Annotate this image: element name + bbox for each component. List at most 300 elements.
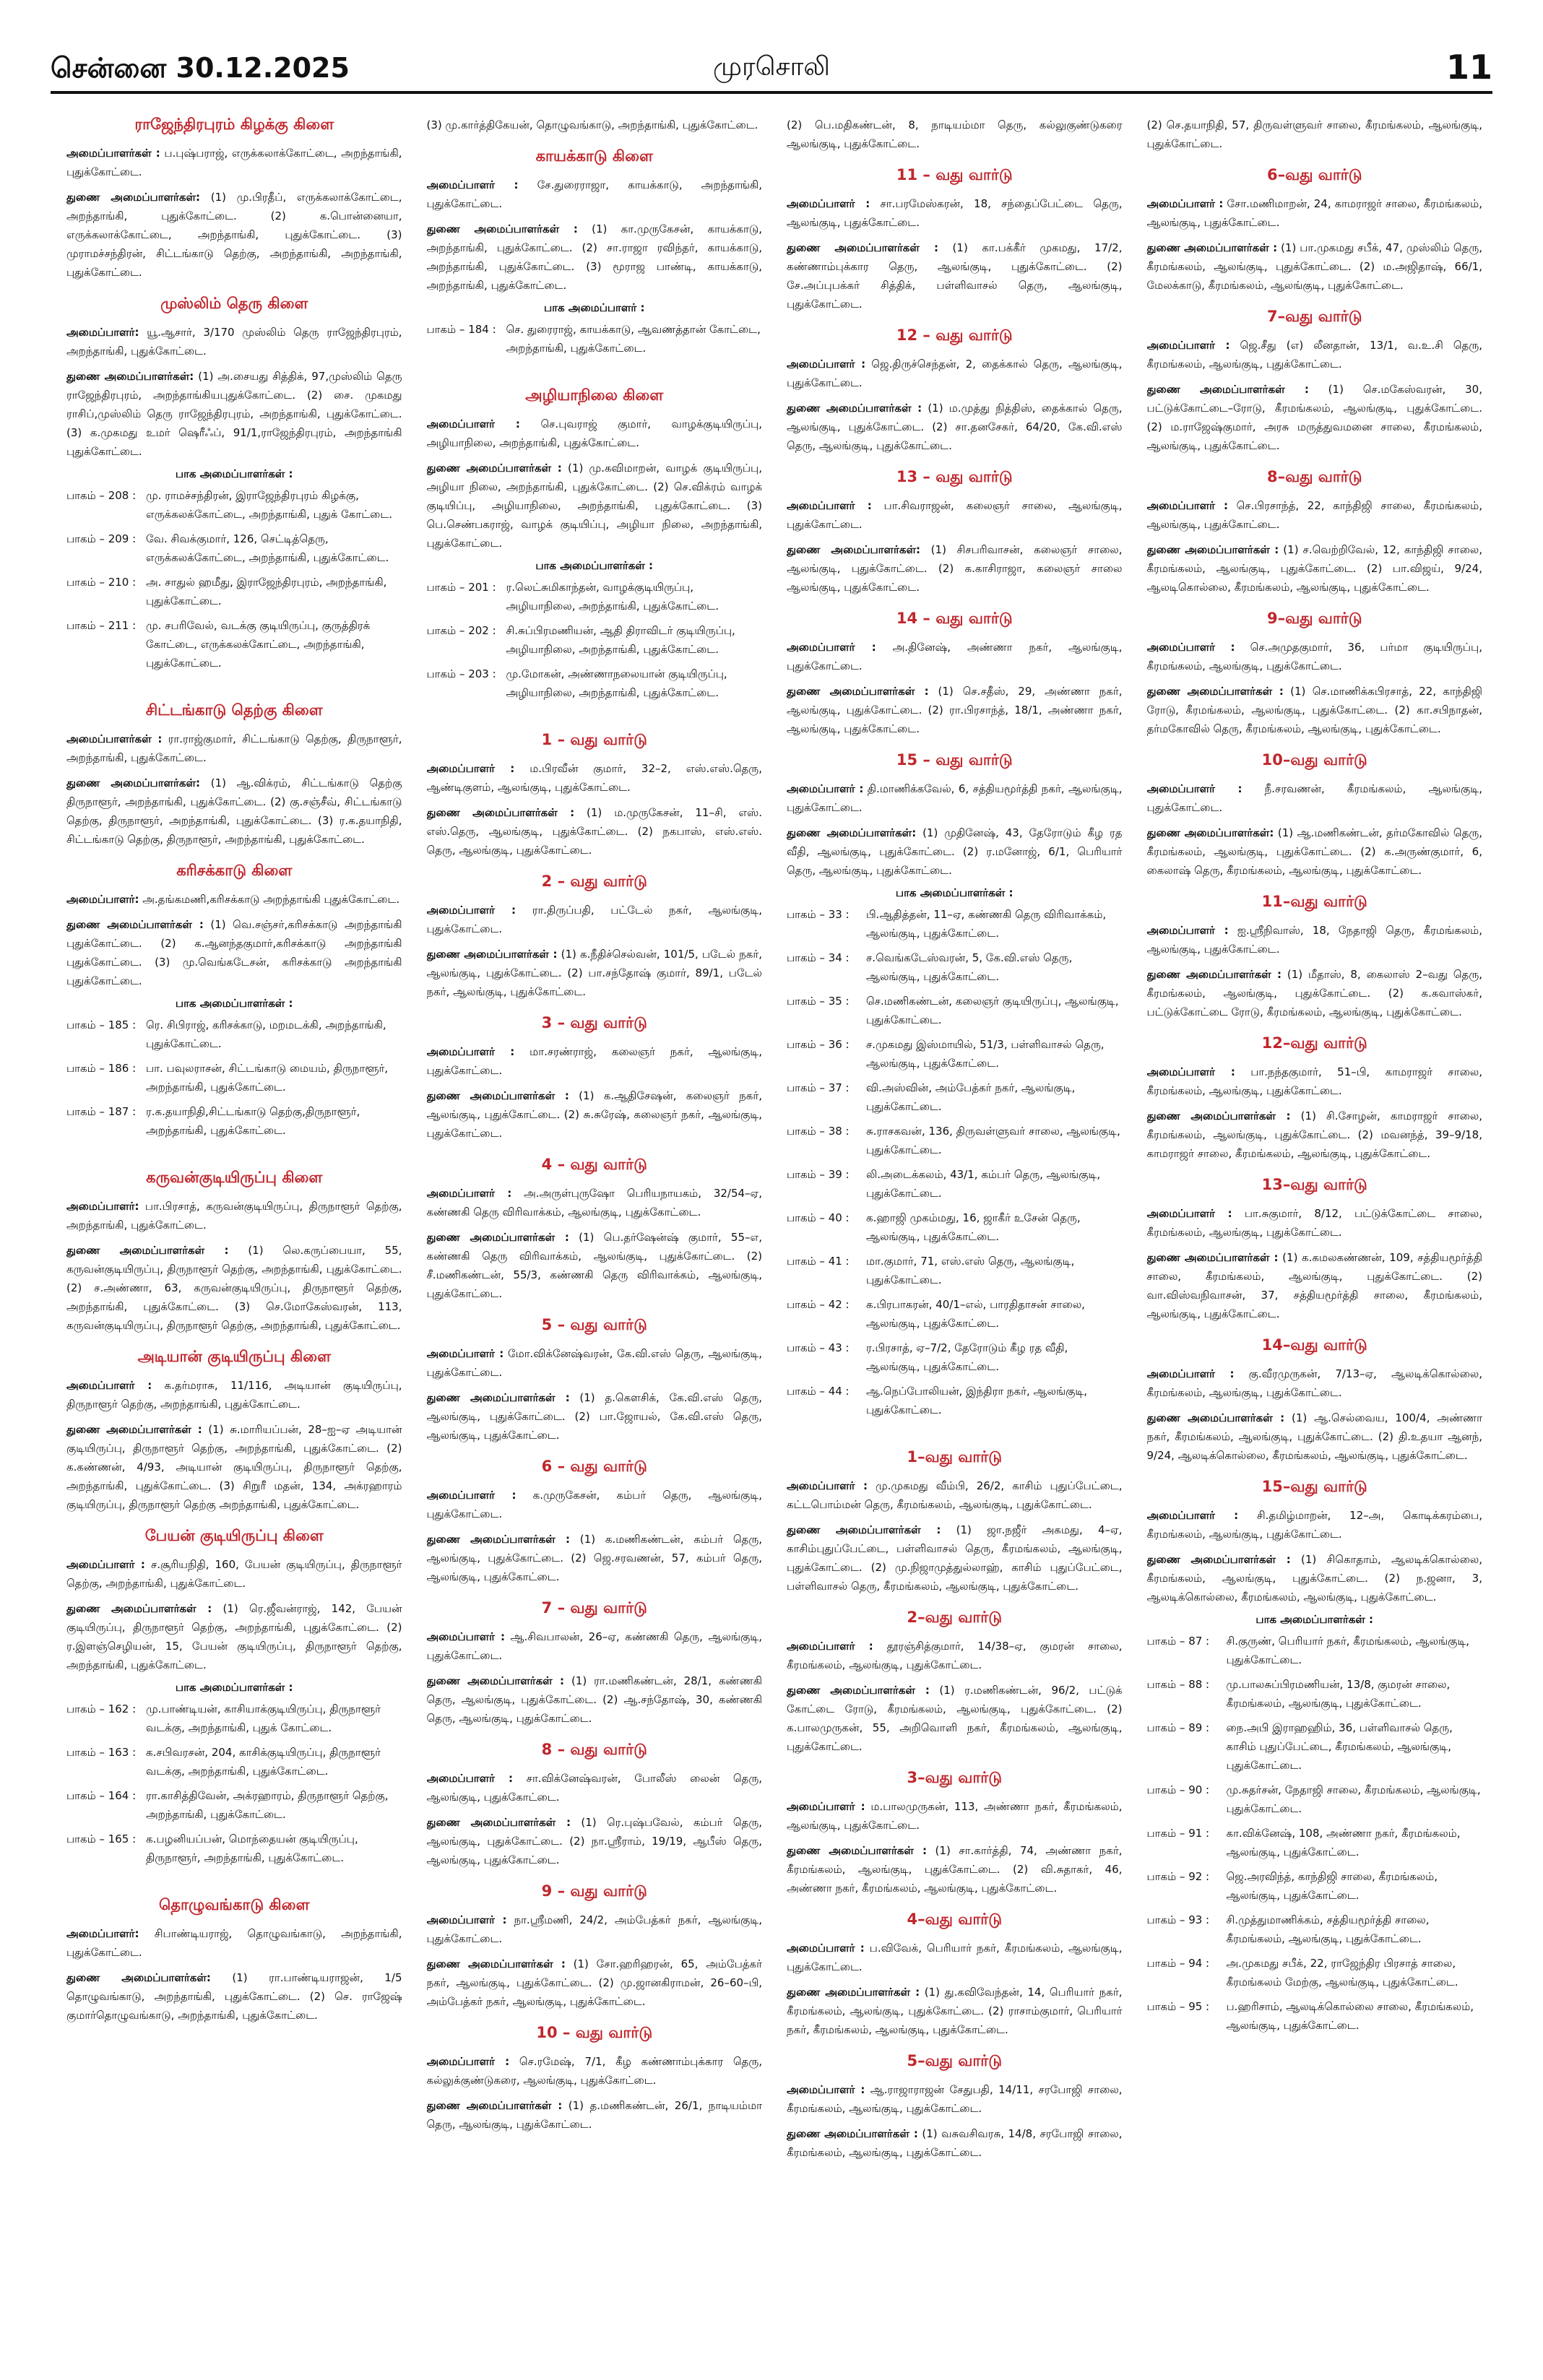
office-bearer-entry	[787, 399, 1123, 455]
booth-number: பாகம் – 87 :	[1146, 1635, 1210, 1648]
booth-number: பாகம் – 88 :	[1146, 1678, 1210, 1691]
branch-section	[66, 295, 402, 672]
entry-text: (1) ர.மணிகண்டன், 96/2, பட்டுக் கோட்டை ரோடு, கீரமங்கலம், ஆலங்குடி, புதுக்கோட்டை. (2) க.பாலமுருகன், 55, அறிவொளி நகர், கீரமங்கலம், ஆலங்குடி, புதுக்கோட்டை.	[787, 1684, 1123, 1753]
section-title: 8 – வது வார்டு	[541, 1741, 647, 1758]
role-label: துணை அமைப்பாளர்கள் :	[66, 1423, 202, 1436]
role-label: துணை அமைப்பாளர்கள் :	[1146, 1553, 1291, 1566]
entry-text: (1) க.ஆதிசேஷன், கலைஞர் நகர், ஆலங்குடி, புதுக்கோட்டை. (2) சு.சுரேஷ், கலைஞர் நகர், ஆலங்குடி, புதுக்கோட்டை.	[426, 1089, 762, 1140]
section-title: 11 – வது வார்டு	[896, 166, 1013, 183]
office-bearer-entry	[787, 496, 1123, 534]
entry-text: (1) ம.முத்து நித்திஸ், தைக்கால் தெரு, ஆலங்குடி, புதுக்கோட்டை. (2) சா.தனசேகர், 64/20, கே.வி.எஸ் தெரு, ஆலங்குடி, புதுக்கோட்டை.	[787, 402, 1123, 452]
entry-text: மா.சரண்ராஜ், கலைஞர் நகர், ஆலங்குடி, புதுக்கோட்டை.	[426, 1045, 762, 1077]
role-label: அமைப்பாளர்:	[66, 1927, 139, 1940]
branch-section	[1147, 1336, 1483, 1465]
entry-text: (1) ஆ.மணிகண்டன், தர்மகோவில் தெரு, கீரமங்கலம், ஆலங்குடி, புதுக்கோட்டை. (2) க.அருண்குமார், 6, கைலாஷ் தெரு, கீரமங்கலம், ஆலங்குடி, புதுக்கோட்டை.	[1146, 826, 1482, 877]
branch-section	[787, 116, 1123, 153]
booth-holder: செ.மணிகண்டன், கலைஞர் குடியிருப்பு, ஆலங்குடி, புதுக்கோட்டை.	[866, 995, 1119, 1026]
booth-entry	[66, 529, 402, 567]
booth-number: பாகம் – 185 :	[66, 1018, 137, 1031]
booth-number: பாகம் – 33 :	[787, 908, 850, 921]
office-bearer-entry	[66, 188, 402, 282]
booth-holder: அ.முகமது சபீக், 22, ராஜேந்திர பிரசாத் சாலை, கீரமங்கலம் மேற்கு, ஆலங்குடி, புதுக்கோட்டை.	[1226, 1957, 1458, 1989]
office-bearer-entry	[1147, 1408, 1483, 1465]
branch-section	[1147, 116, 1483, 153]
role-label: அமைப்பாளர்கள் :	[66, 147, 160, 160]
section-title: கரிசக்காடு கிளை	[176, 862, 293, 879]
section-title: 14 – வது வார்டு	[896, 610, 1013, 627]
office-bearer-entry	[787, 1681, 1123, 1756]
booth-holder: ப.ஹரிசாம், ஆலடிக்கொல்லை சாலை, கீரமங்கலம், ஆலங்குடி, புதுக்கோட்டை.	[1226, 2000, 1474, 2032]
entry-text: ரா.திருப்பதி, பட்டேல் நகர், ஆலங்குடி, புதுக்கோட்டை.	[426, 904, 762, 935]
office-bearer-entry	[787, 1841, 1123, 1897]
entry-text: (1) சோ.ஹரிஹரன், 65, அம்பேத்கர் நகர், ஆலங்குடி, புதுக்கோட்டை. (2) மு.ஜானகிராமன், 26–60–பி, அம்பேத்கர் நகர், ஆலங்குடி, புதுக்கோட்டை.	[426, 1957, 762, 2008]
section-title: கருவன்குடியிருப்பு கிளை	[146, 1169, 323, 1186]
section-title: பேயன் குடியிருப்பு கிளை	[144, 1527, 324, 1544]
booth-entry	[427, 621, 763, 659]
booth-number: பாகம் – 165 :	[66, 1832, 137, 1845]
entry-text: அ.தினேஷ், அண்ணா நகர், ஆலங்குடி, புதுக்கோட்டை.	[787, 641, 1123, 672]
booth-entry	[787, 905, 1123, 943]
booth-number: பாகம் – 92 :	[1146, 1870, 1210, 1883]
column-1	[66, 116, 402, 2355]
role-label: துணை அமைப்பாளர்கள்:	[66, 1971, 211, 1984]
entry-text: (1) து.கவிவேந்தன், 14, பெரியார் நகர், கீரமங்கலம், ஆலங்குடி, புதுக்கோட்டை. (2) ராசாம்குமார், பெரியார் நகர், கீரமங்கலம், ஆலங்குடி, புதுக்கோட்டை.	[787, 1986, 1123, 2036]
booth-entry	[1147, 1867, 1483, 1905]
section-title: முஸ்லிம் தெரு கிளை	[160, 295, 308, 312]
role-label: அமைப்பாளர் :	[426, 417, 520, 430]
branch-section	[1147, 308, 1483, 455]
entry-text: (2) பெ.மதிகண்டன், 8, நாடியம்மா தெரு, கல்லுகுண்டுகரை ஆலங்குடி, புதுக்கோட்டை.	[787, 118, 1123, 150]
role-label: துணை அமைப்பாளர்கள் :	[1146, 383, 1309, 396]
role-label: அமைப்பாளர் :	[426, 178, 519, 191]
entry-text: ஜெ.சீது (எ) லீனதான், 13/1, வ.உ.சி தெரு, கீரமங்கலம், ஆலங்குடி, புதுக்கோட்டை.	[1146, 339, 1482, 371]
office-bearer-entry	[427, 803, 763, 860]
role-label: துணை அமைப்பாளர்கள் :	[1146, 685, 1284, 698]
role-label: துணை அமைப்பாளர்கள் :	[426, 222, 578, 235]
entry-text: மு.முகமது வீம்பி, 26/2, காசிம் புதுப்பேட்டை, கட்டபொம்மன் தெரு, கீரமங்கலம், ஆலங்குடி, புதுக்கோட்டை.	[787, 1479, 1123, 1511]
section-title: 15 – வது வார்டு	[896, 751, 1013, 769]
booth-entry	[1147, 1824, 1483, 1861]
office-bearer-entry	[787, 1476, 1123, 1514]
entry-text: (1) சி.சோழன், காமராஜர் சாலை, கீரமங்கலம், ஆலங்குடி, புதுக்கோட்டை. (2) மவனந்த், 39–9/18, காமராஜர் சாலை, கீரமங்கலம், ஆலங்குடி, புதுக்கோட்டை.	[1146, 1109, 1482, 1160]
role-label: அமைப்பாளர் :	[426, 1772, 514, 1785]
role-label: துணை அமைப்பாளர்கள் :	[66, 918, 204, 931]
booth-holder: பா. பவுலராசன், சிட்டங்காடு மையம், திருநாளூர், அறந்தாங்கி, புதுக்கோட்டை.	[146, 1062, 389, 1094]
subsection-heading: பாக அமைப்பாளர்கள் :	[535, 559, 654, 572]
role-label: துணை அமைப்பாளர்கள் :	[66, 1602, 212, 1615]
booth-entry	[787, 1035, 1123, 1073]
entry-text: (1) செ.சதீஸ், 29, அண்ணா நகர், ஆலங்குடி, புதுக்கோட்டை. (2) ரா.பிரசாந்த், 18/1, அண்ணா நகர், ஆலங்குடி, புதுக்கோட்டை.	[787, 685, 1123, 735]
branch-section	[427, 1882, 763, 2011]
office-bearer-entry	[1147, 496, 1483, 534]
booth-number: பாகம் – 35 :	[787, 995, 850, 1008]
office-bearer-entry	[787, 1520, 1123, 1596]
branch-section	[427, 1316, 763, 1445]
role-label: அமைப்பாளர் :	[787, 499, 872, 512]
entry-text: ம.பிரவீன் குமார், 32–2, எஸ்.எஸ்.தெரு, ஆண்டிகுளம், ஆலங்குடி, புதுக்கோட்டை.	[426, 762, 762, 794]
branch-section	[66, 116, 402, 282]
booth-entry	[787, 1338, 1123, 1376]
section-title: 14–வது வார்டு	[1261, 1336, 1367, 1354]
role-label: அமைப்பாளர் :	[1146, 1065, 1235, 1078]
role-label: துணை அமைப்பாளர்கள்:	[787, 543, 921, 556]
booth-entry	[787, 1078, 1123, 1116]
subsection-heading: பாக அமைப்பாளர்கள் :	[175, 1681, 293, 1694]
entry-text: (1) மீதாஸ், 8, கைலாஸ் 2–வது தெரு, கீரமங்கலம், ஆலங்குடி, புதுக்கோட்டை. (2) க.கவாஸ்கர், பட்டுக்கோட்டை ரோடு, கீரமங்கலம், ஆலங்குடி, புதுக்கோட்டை.	[1146, 968, 1482, 1018]
booth-entry	[427, 320, 763, 358]
office-bearer-entry	[787, 1939, 1123, 1976]
role-label: துணை அமைப்பாளர்கள்:	[787, 826, 917, 839]
booth-holder: மு. சபரிவேல், வடக்கு குடியிருப்பு, குருத்திரக் கோட்டை, எருக்கலக்கோட்டை, அறந்தாங்கி, புதுக்கோட்டை.	[146, 619, 371, 670]
entry-text: க.தர்மராசு, 11/116, அடியான் குடியிருப்பு, திருநாளூர் தெற்கு, அறந்தாங்கி, புதுக்கோட்டை.	[66, 1379, 402, 1411]
entry-text: சே.துரைராஜா, காயக்காடு, அறந்தாங்கி, புதுக்கோட்டை.	[426, 178, 762, 210]
entry-text: (1) லெ.கருப்பையா, 55, கருவன்குடியிருப்பு, திருநாளூர் தெற்கு, அறந்தாங்கி, புதுக்கோட்டை. (2) ச.அண்ணா, 63, கருவன்குடியிருப்பு, திருநாளூர் தெற்கு, அறந்தாங்கி, புதுக்கோட்டை. (3) செ.மோகேஸ்வரன், 113, கருவன்குடியிருப்பு, திருநாளூர் தெற்கு, அறந்தாங்கி, புதுக்கோட்டை.	[66, 1244, 402, 1332]
role-label: துணை அமைப்பாளர்கள் :	[1146, 968, 1281, 981]
branch-section	[787, 2052, 1123, 2162]
column-4	[1147, 116, 1483, 2355]
booth-holder: க.பழனியப்பன், மொந்தையன் குடியிருப்பு, திருநாளூர், அறந்தாங்கி, புதுக்கோட்டை.	[146, 1832, 358, 1864]
office-bearer-entry	[427, 1344, 763, 1382]
section-title: 10–வது வார்டு	[1261, 751, 1367, 769]
column-2	[427, 116, 763, 2355]
newspaper-title: முரசொலி	[713, 52, 830, 82]
branch-section	[1147, 610, 1483, 738]
section-title: 9–வது வார்டு	[1266, 610, 1362, 627]
role-label: துணை அமைப்பாளர்கள் :	[426, 1957, 566, 1970]
entry-text: (1) கா.முருகேசன், காயக்காடு, அறந்தாங்கி, புதுக்கோட்டை. (2) சா.ராஜா ரவிந்தர், காயக்காடு, அறந்தாங்கி, புதுக்கோட்டை. (3) மூராஜ பாண்டி, காயக்காடு, அறந்தாங்கி, புதுக்கோட்டை.	[426, 222, 762, 292]
role-label: துணை அமைப்பாளர்கள்:	[66, 370, 194, 383]
booth-number: பாகம் – 34 :	[787, 951, 850, 964]
booth-number: பாகம் – 209 :	[66, 532, 137, 545]
booth-holder: அ. சாதுல் ஹமீது, இராஜேந்திரபுரம், அறந்தாங்கி, புதுக்கோட்டை.	[146, 576, 387, 607]
office-bearer-entry	[1147, 823, 1483, 880]
entry-text: பா.சுகுமார், 8/12, பட்டுக்கோட்டை சாலை, கீரமங்கலம், ஆலங்குடி, புதுக்கோட்டை.	[1146, 1207, 1482, 1239]
booth-holder: சி.சுப்பிரமணியன், ஆதி திராவிடர் குடியிருப்பு, அழியாநிலை, அறந்தாங்கி, புதுக்கோட்டை.	[506, 624, 735, 656]
office-bearer-entry	[66, 1924, 402, 1962]
entry-text: (1) க.நீதிச்செல்வன், 101/5, படேல் நகர், ஆலங்குடி, புதுக்கோட்டை. (2) பா.சந்தோஷ் குமார், 89/1, படேல் நகர், ஆலங்குடி, புதுக்கோட்டை.	[426, 948, 762, 998]
section-title: 11–வது வார்டு	[1261, 893, 1367, 910]
booth-number: பாகம் – 42 :	[787, 1298, 850, 1311]
branch-section	[1147, 468, 1483, 597]
booth-entry	[1147, 1632, 1483, 1669]
booth-number: பாகம் – 36 :	[787, 1038, 850, 1051]
section-title: 9 – வது வார்டு	[541, 1882, 647, 1900]
role-label: அமைப்பாளர் :	[787, 197, 870, 210]
role-label: அமைப்பாளர் :	[1146, 1367, 1235, 1380]
entry-text: (1) க.மணிகண்டன், கம்பர் தெரு, ஆலங்குடி, புதுக்கோட்டை. (2) ஜெ.சரவணன், 57, கம்பர் தெரு, ஆலங்குடி, புதுக்கோட்டை.	[426, 1533, 762, 1583]
office-bearer-entry	[787, 823, 1123, 880]
office-bearer-entry	[1147, 1506, 1483, 1544]
role-label: அமைப்பாளர் :	[787, 641, 876, 654]
section-title: 4 – வது வார்டு	[541, 1156, 647, 1173]
role-label: துணை அமைப்பாளர்கள் :	[787, 1523, 941, 1536]
branch-section	[66, 1169, 402, 1335]
office-bearer-entry	[66, 1968, 402, 2025]
branch-section	[787, 610, 1123, 738]
branch-section	[427, 2024, 763, 2134]
booth-entry	[66, 616, 402, 672]
booth-number: பாகம் – 93 :	[1146, 1913, 1210, 1926]
office-bearer-entry	[66, 1376, 402, 1414]
subsection-heading: பாக அமைப்பாளர்கள் :	[895, 886, 1013, 899]
booth-entry	[66, 1016, 402, 1053]
booth-entry	[787, 1165, 1123, 1203]
entry-text: (1) வெ.சஞ்சர்,கரிசக்காடு அறந்தாங்கி புதுக்கோட்டை. (2) க.ஆனந்தகுமார்,கரிசக்காடு அறந்தாங்கி புதுக்கோட்டை. (3) மு.வெங்கடேசன், கரிசக்காடு அறந்தாங்கி புதுக்கோட்டை.	[66, 918, 402, 987]
entry-text: (3) மு.கார்த்திகேயன், தொழுவங்காடு, அறந்தாங்கி, புதுக்கோட்டை.	[426, 118, 758, 131]
role-label: அமைப்பாளர் :	[787, 1942, 865, 1955]
entry-text: (1) மு.கவிமாறன், வாழக் குடியிருப்பு, அழியா நிலை, அறந்தாங்கி, புதுக்கோட்டை. (2) செ.விக்ரம் வாழக் குடியிப்பு, அழியாநிலை, அறந்தாங்கி, புதுக்கோட்டை. (3) பெ.செண்பகராஜ், வாழக் குடியிப்பு, அழியா நிலை, அறந்தாங்கி, புதுக்கோட்டை.	[426, 462, 762, 550]
booth-number: பாகம் – 202 :	[426, 624, 496, 637]
booth-holder: ச.முகமது இஸ்மாயில், 51/3, பள்ளிவாசல் தெரு, ஆலங்குடி, புதுக்கோட்டை.	[866, 1038, 1105, 1070]
office-bearer-entry	[1147, 1248, 1483, 1323]
entry-text: ச.சூரியநிதி, 160, பேயன் குடியிருப்பு, திருநாளூர் தெற்கு, அறந்தாங்கி, புதுக்கோட்டை.	[66, 1558, 402, 1590]
office-bearer-entry	[787, 2124, 1123, 2162]
role-label: அமைப்பாளர் :	[787, 358, 866, 371]
role-label: துணை அமைப்பாளர்கள் :	[426, 806, 575, 819]
section-title: 3–வது வார்டு	[907, 1769, 1003, 1786]
role-label: அமைப்பாளர் :	[1146, 641, 1235, 654]
booth-holder: மு.பாண்டியன், காசியாக்குடியிருப்பு, திருநாளூர் வடக்கு, அறந்தாங்கி, புதுக் கோட்டை.	[146, 1702, 381, 1734]
subsection-heading: பாக அமைப்பாளர்கள் :	[1255, 1613, 1374, 1626]
booth-number: பாகம் – 203 :	[426, 667, 496, 680]
office-bearer-entry	[1147, 638, 1483, 675]
role-label: அமைப்பாளர் :	[426, 2055, 510, 2068]
entry-text: (1) ம.முருகேசன், 11–சி, எஸ். எஸ்.தெரு, ஆலங்குடி, புதுக்கோட்டை. (2) நகபாஸ், எஸ்.எஸ். தெரு, ஆலங்குடி, புதுக்கோட்டை.	[426, 806, 762, 857]
role-label: அமைப்பாளர் :	[787, 782, 864, 795]
branch-section	[787, 1769, 1123, 1897]
office-bearer-entry	[1147, 238, 1483, 295]
office-bearer-entry	[66, 730, 402, 767]
booth-holder: க.ஹாஜி முகம்மது, 16, ஜாகீர் உசேன் தெரு, ஆலங்குடி, புதுக்கோட்டை.	[866, 1211, 1081, 1243]
branch-section	[66, 862, 402, 1140]
booth-holder: பி.ஆதித்தன், 11–ஏ, கண்ணகி தெரு விரிவாக்கம், ஆலங்குடி, புதுக்கோட்டை.	[866, 908, 1107, 940]
entry-text: சா.பரமேஸ்கரன், 18, சந்தைப்பேட்டை தெரு, ஆலங்குடி, புதுக்கோட்டை.	[787, 197, 1123, 229]
booth-entry	[787, 1295, 1123, 1333]
booth-holder: ரா.காசித்திவேன், அக்ரஹாரம், திருநாளூர் தெற்கு, அறந்தாங்கி, புதுக்கோட்டை.	[146, 1789, 389, 1821]
entry-text: நா.ஸ்ரீமணி, 24/2, அம்பேத்கர் நகர், ஆலங்குடி, புதுக்கோட்டை.	[426, 1913, 762, 1945]
entry-text: (1) சிகொதாம், ஆலடிக்கொல்லை, கீரமங்கலம், ஆலங்குடி, புதுக்கோட்டை. (2) ந.ஜனா, 3, ஆலடிக்கொல்லை, கீரமங்கலம், ஆலங்குடி, புதுக்கோட்டை.	[1146, 1553, 1482, 1604]
role-label: அமைப்பாளர் :	[1146, 499, 1229, 512]
section-title: 1–வது வார்டு	[907, 1448, 1003, 1466]
entry-text: பா.பிரசாத், கருவன்குடியிருப்பு, திருநாளூர் தெற்கு, அறந்தாங்கி, புதுக்கோட்டை.	[66, 1200, 402, 1232]
booth-holder: நை.அபி இராஹஹிம், 36, பள்ளிவாசல் தெரு, காசிம் புதுப்பேட்டை, கீரமங்கலம், ஆலங்குடி, புதுக்கோட்டை.	[1226, 1721, 1453, 1772]
entry-text: செ.அமுதகுமார், 36, பர்மா குடியிருப்பு, கீரமங்கலம், ஆலங்குடி, புதுக்கோட்டை.	[1146, 641, 1482, 672]
entry-text: பா.சிவராஜன், கலைஞர் சாலை, ஆலங்குடி, புதுக்கோட்டை.	[787, 499, 1123, 531]
office-bearer-entry	[66, 323, 402, 360]
booth-entry	[787, 948, 1123, 986]
booth-entry	[66, 1830, 402, 1867]
role-label: துணை அமைப்பாளர்கள் :	[1146, 1251, 1279, 1264]
office-bearer-entry	[787, 194, 1123, 232]
office-bearer-entry	[427, 901, 763, 938]
entry-text: (1) த.கௌசிக், கே.வி.எஸ் தெரு, ஆலங்குடி, புதுக்கோட்டை. (2) பா.ஜோயல், கே.வி.எஸ் தெரு, ஆலங்குடி, புதுக்கோட்டை.	[426, 1391, 762, 1442]
office-bearer-entry	[66, 774, 402, 849]
office-bearer-entry	[787, 779, 1123, 817]
booth-holder: மு.மோகன், அண்ணாநலையான் குடியிருப்பு, அழியாநிலை, அறந்தாங்கி, புதுக்கோட்டை.	[506, 667, 727, 699]
booth-entry	[1147, 1780, 1483, 1818]
branch-section	[427, 147, 763, 358]
section-title: 1 – வது வார்டு	[541, 731, 647, 748]
role-label: துணை அமைப்பாளர்கள் :	[426, 1816, 571, 1829]
office-bearer-entry	[427, 1627, 763, 1665]
entry-text: சோ.மணிமாறன், 24, காமராஜர் சாலை, கீரமங்கலம், ஆலங்குடி, புதுக்கோட்டை.	[1146, 197, 1482, 229]
booth-holder: க.சபிவரசன், 204, காசிக்குடியிருப்பு, திருநாளூர் வடக்கு, அறந்தாங்கி, புதுக்கோட்டை.	[146, 1746, 381, 1778]
role-label: அமைப்பாளர் :	[787, 1640, 873, 1653]
entry-text: ம.பாலமுருகன், 113, அண்ணா நகர், கீரமங்கலம், ஆலங்குடி, புதுக்கோட்டை.	[787, 1800, 1123, 1832]
entry-text: (1) ஆ.விக்ரம், சிட்டங்காடு தெற்கு திருநாளூர், அறந்தாங்கி, புதுக்கோட்டை. (2) கு.சஞ்சீவ், சிட்டங்காடு தெற்கு, திருநாளூர், அறந்தாங்கி, புதுக்கோட்டை. (3) ர.க.தயாநிதி, சிட்டங்காடு தெற்கு, திருநாளூர், அறந்தாங்கி, புதுக்கோட்டை.	[66, 776, 402, 846]
booth-holder: சி.குருண், பெரியார் நகர், கீரமங்கலம், ஆலங்குடி, புதுக்கோட்டை.	[1226, 1635, 1470, 1666]
booth-holder: ஆ.நெப்போலியன், இந்திரா நகர், ஆலங்குடி, புதுக்கோட்டை.	[866, 1385, 1088, 1416]
role-label: துணை அமைப்பாளர்கள் :	[426, 1231, 569, 1244]
office-bearer-entry	[427, 116, 763, 134]
section-title: 3 – வது வார்டு	[541, 1014, 647, 1031]
office-bearer-entry	[66, 915, 402, 990]
office-bearer-entry	[427, 1769, 763, 1806]
office-bearer-entry	[66, 144, 402, 181]
entry-text: (1) த.மணிகண்டன், 26/1, நாடியம்மா தெரு, ஆலங்குடி, புதுக்கோட்டை.	[426, 2099, 762, 2131]
entry-text: (1) அ.சையது சித்திக், 97,முஸ்லிம் தெரு ராஜேந்திரபுரம், அறந்தாங்கியபுதுக்கோட்டை. (2) சை. முகமது ராசிப்,முஸ்லிம் தெரு ராஜேந்திரபுரம், அறந்தாங்கி, புதுக்கோட்டை. (3) க.முகமது உமர் ஷெரீஃப், 91/1,ராஜேந்திரபுரம், அறந்தாங்கி புதுக்கோட்டை.	[66, 370, 402, 458]
booth-number: பாகம் – 41 :	[787, 1255, 850, 1268]
booth-holder: மு.சுதர்சன், நேதாஜி சாலை, கீரமங்கலம், ஆலங்குடி, புதுக்கோட்டை.	[1226, 1783, 1481, 1815]
entry-text: பா.நந்தகுமார், 51–பி, காமராஜர் சாலை, கீரமங்கலம், ஆலங்குடி, புதுக்கோட்டை.	[1146, 1065, 1482, 1097]
booth-holder: ர.லெட்சுமிகாந்தன், வாழக்குடியிருப்பு, அழியாநிலை, அறந்தாங்கி, புதுக்கோட்டை.	[506, 581, 719, 613]
office-bearer-entry	[1147, 1550, 1483, 1606]
office-bearer-entry	[787, 682, 1123, 738]
entry-text: கு.வீரமுருகன், 7/13–ஏ, ஆலடிக்கொல்லை, கீரமங்கலம், ஆலங்குடி, புதுக்கோட்டை.	[1146, 1367, 1482, 1399]
booth-number: பாகம் – 186 :	[66, 1062, 137, 1075]
booth-number: பாகம் – 40 :	[787, 1211, 850, 1224]
section-title: சிட்டங்காடு தெற்கு கிளை	[145, 701, 323, 719]
branch-section	[1147, 1478, 1483, 2035]
booth-entry	[1147, 1954, 1483, 1991]
entry-text: அ.அருள்புருஷோ பெரியநாயகம், 32/54–ஏ, கண்ணகி தெரு விரிவாக்கம், ஆலங்குடி, புதுக்கோட்டை.	[426, 1187, 762, 1219]
booth-number: பாகம் – 89 :	[1146, 1721, 1210, 1734]
booth-holder: செ. துரைராஜ், காயக்காடு, ஆவணத்தான் கோட்டை, அறந்தாங்கி, புதுக்கோட்டை.	[506, 323, 761, 355]
branch-section	[1147, 166, 1483, 295]
booth-number: பாகம் – 211 :	[66, 619, 137, 632]
article-columns	[66, 116, 1482, 2355]
office-bearer-entry	[427, 1228, 763, 1303]
section-title: 6–வது வார்டு	[1266, 166, 1362, 183]
entry-text: ஜெ.திருச்செந்தன், 2, தைக்கால் தெரு, ஆலங்குடி, புதுக்கோட்டை.	[787, 358, 1123, 389]
entry-text: யூ.ஆசார், 3/170 முஸ்லிம் தெரு ராஜேந்திரபுரம், அறந்தாங்கி, புதுக்கோட்டை.	[66, 326, 402, 358]
page-header	[51, 48, 1492, 94]
branch-section	[787, 1609, 1123, 1756]
office-bearer-entry	[66, 1241, 402, 1335]
entry-text: செ.ரமேஷ், 7/1, கீழ கண்ணாம்புக்கார தெரு, கல்லுக்குண்டுகரை, ஆலங்குடி, புதுக்கோட்டை.	[426, 2055, 762, 2087]
entry-text: (1) செ.மகேஸ்வரன், 30, பட்டுக்கோட்டை–ரோடு, கீரமங்கலம், ஆலங்குடி, புதுக்கோட்டை. (2) ம.ராஜேஷ்குமார், அரசு மருத்துவமனை சாலை, கீரமங்கலம், ஆலங்குடி, புதுக்கோட்டை.	[1146, 383, 1482, 452]
branch-section	[1147, 751, 1483, 880]
entry-text: (2) செ.தயாநிதி, 57, திருவள்ளுவர் சாலை, கீரமங்கலம், ஆலங்குடி, புதுக்கோட்டை.	[1146, 118, 1482, 150]
role-label: அமைப்பாளர் :	[426, 1347, 504, 1360]
branch-section	[66, 1896, 402, 2025]
branch-section	[427, 116, 763, 134]
office-bearer-entry	[427, 1911, 763, 1948]
booth-entry	[66, 1743, 402, 1780]
booth-number: பாகம் – 44 :	[787, 1385, 850, 1398]
office-bearer-entry	[427, 1530, 763, 1586]
booth-number: பாகம் – 38 :	[787, 1125, 850, 1138]
office-bearer-entry	[1147, 682, 1483, 738]
entry-text: (1) ரெ.ஜீவன்ராஜ், 142, பேயன் குடியிருப்பு, திருநாளூர் தெற்கு, அறந்தாங்கி, புதுக்கோட்டை. (2) ர.இளஞ்செழியன், 15, பேயன் குடியிருப்பு, திருநாளூர் தெற்கு, அறந்தாங்கி, புதுக்கோட்டை.	[66, 1602, 402, 1671]
office-bearer-entry	[427, 1086, 763, 1143]
office-bearer-entry	[66, 1197, 402, 1234]
booth-entry	[427, 665, 763, 702]
entry-text: (1) ச.வெற்றிவேல், 12, காந்திஜி சாலை, கீரமங்கலம், ஆலங்குடி, புதுக்கோட்டை. (2) பா.விஜய், 9/24, ஆலடிகொல்லை, கீரமங்கலம், ஆலங்குடி, புதுக்கோட்டை.	[1146, 543, 1482, 594]
office-bearer-entry	[1147, 194, 1483, 232]
entry-text: நீ.சரவணன், கீரமங்கலம், ஆலங்குடி, புதுக்கோட்டை.	[1146, 782, 1482, 814]
branch-section	[1147, 1176, 1483, 1323]
dateline: சென்னை 30.12.2025	[51, 52, 350, 84]
office-bearer-entry	[66, 367, 402, 461]
branch-section	[787, 166, 1123, 313]
role-label: அமைப்பாளர் :	[787, 1800, 865, 1813]
entry-text: (1) ரா.மணிகண்டன், 28/1, கண்ணகி தெரு, ஆலங்குடி, புதுக்கோட்டை. (2) ஆ.சந்தோஷ், 30, கண்ணகி தெரு, ஆலங்குடி, புதுக்கோட்டை.	[426, 1674, 762, 1725]
office-bearer-entry	[787, 238, 1123, 313]
office-bearer-entry	[1147, 116, 1483, 153]
section-title: 5–வது வார்டு	[907, 2052, 1003, 2069]
entry-text: செ.புவராஜ் குமார், வாழக்குடியிருப்பு, அழியாநிலை, அறந்தாங்கி, புதுக்கோட்டை.	[426, 417, 762, 449]
role-label: அமைப்பாளர் :	[426, 1187, 512, 1200]
section-title: தொழுவங்காடு கிளை	[159, 1896, 310, 1913]
booth-entry	[66, 1102, 402, 1140]
role-label: துணை அமைப்பாளர்கள் :	[426, 1533, 570, 1546]
booth-holder: வி.அஸ்வின், அம்பேத்கர் நகர், ஆலங்குடி, புதுக்கோட்டை.	[866, 1081, 1076, 1113]
booth-entry	[1147, 1911, 1483, 1948]
booth-holder: ரெ. சிபிராஜ், கரிசக்காடு, மறமடக்கி, அறந்தாங்கி, புதுக்கோட்டை.	[146, 1018, 386, 1050]
booth-holder: சி.முத்துமாணிக்கம், சத்தியமூர்த்தி சாலை, கீரமங்கலம், ஆலங்குடி, புதுக்கோட்டை.	[1226, 1913, 1430, 1945]
role-label: அமைப்பாளர் :	[1146, 339, 1230, 352]
column-3	[787, 116, 1123, 2355]
booth-entry	[787, 1382, 1123, 1419]
booth-number: பாகம் – 91 :	[1146, 1827, 1210, 1840]
office-bearer-entry	[1147, 1204, 1483, 1242]
booth-number: பாகம் – 184 :	[426, 323, 496, 336]
branch-section	[427, 1458, 763, 1586]
role-label: அமைப்பாளர் :	[1146, 924, 1229, 937]
branch-section	[787, 1448, 1123, 1596]
booth-holder: ச.வெங்கடேஸ்வரன், 5, கே.வி.எஸ் தெரு, ஆலங்குடி, புதுக்கோட்டை.	[866, 951, 1073, 983]
booth-entry	[1147, 1718, 1483, 1775]
role-label: அமைப்பாளர் :	[66, 1558, 145, 1571]
office-bearer-entry	[787, 1983, 1123, 2039]
office-bearer-entry	[1147, 380, 1483, 455]
office-bearer-entry	[427, 1813, 763, 1869]
office-bearer-entry	[787, 2080, 1123, 2118]
booth-entry	[787, 992, 1123, 1029]
role-label: அமைப்பாளர் :	[1146, 1207, 1232, 1220]
subsection-heading: பாக அமைப்பாளர்கள் :	[175, 997, 293, 1010]
role-label: அமைப்பாளர்:	[66, 326, 139, 339]
branch-section	[427, 386, 763, 702]
entry-text: ஐ.ஸ்ரீநிவாஸ், 18, நேதாஜி தெரு, கீரமங்கலம், ஆலங்குடி, புதுக்கோட்டை.	[1146, 924, 1482, 956]
office-bearer-entry	[427, 1042, 763, 1080]
booth-holder: மு.பாலசுப்பிரமணியன், 13/8, குமரன் சாலை, கீரமங்கலம், ஆலங்குடி, புதுக்கோட்டை.	[1226, 1678, 1451, 1710]
office-bearer-entry	[66, 1420, 402, 1514]
office-bearer-entry	[66, 890, 402, 909]
role-label: அமைப்பாளர் :	[1146, 782, 1242, 795]
entry-text: (1) ஜா.நஜீர் அகமது, 4–ஏ, காசிம்புதுப்பேட்டை, பள்ளிவாசல் தெரு, கீரமங்கலம், ஆலங்குடி, புதுக்கோட்டை. (2) மு.நிஜாமுத்துல்லாஹ், காசிம் புதுப்பேட்டை, பள்ளிவாசல் தெரு, கீரமங்கலம், ஆலங்குடி, புதுக்கோட்டை.	[787, 1523, 1123, 1593]
office-bearer-entry	[427, 1955, 763, 2011]
entry-text: (1) செ.மாணிக்கபிரசாத், 22, காந்திஜி ரோடு, கீரமங்கலம், ஆலங்குடி, புதுக்கோட்டை. (2) கா.சபிநாதன், தர்மகோவில் தெரு, கீரமங்கலம், ஆலங்குடி, புதுக்கோட்டை.	[1146, 685, 1482, 735]
role-label: அமைப்பாளர் :	[426, 1489, 517, 1502]
entry-text: (1) கா.பக்கீர் முகமது, 17/2, கண்ணாம்புக்கார தெரு, ஆலங்குடி, புதுக்கோட்டை. (2) சே.அப்புபக்கர் சித்திக், பள்ளிவாசல் தெரு, ஆலங்குடி, புதுக்கோட்டை.	[787, 241, 1123, 311]
entry-text: மோ.விக்னேஷ்வரன், கே.வி.எஸ் தெரு, ஆலங்குடி, புதுக்கோட்டை.	[426, 1347, 762, 1379]
role-label: துணை அமைப்பாளர்கள் :	[1146, 543, 1279, 556]
section-title: 7–வது வார்டு	[1266, 308, 1362, 325]
booth-number: பாகம் – 162 :	[66, 1702, 137, 1715]
role-label: துணை அமைப்பாளர்கள் :	[787, 1986, 920, 1999]
